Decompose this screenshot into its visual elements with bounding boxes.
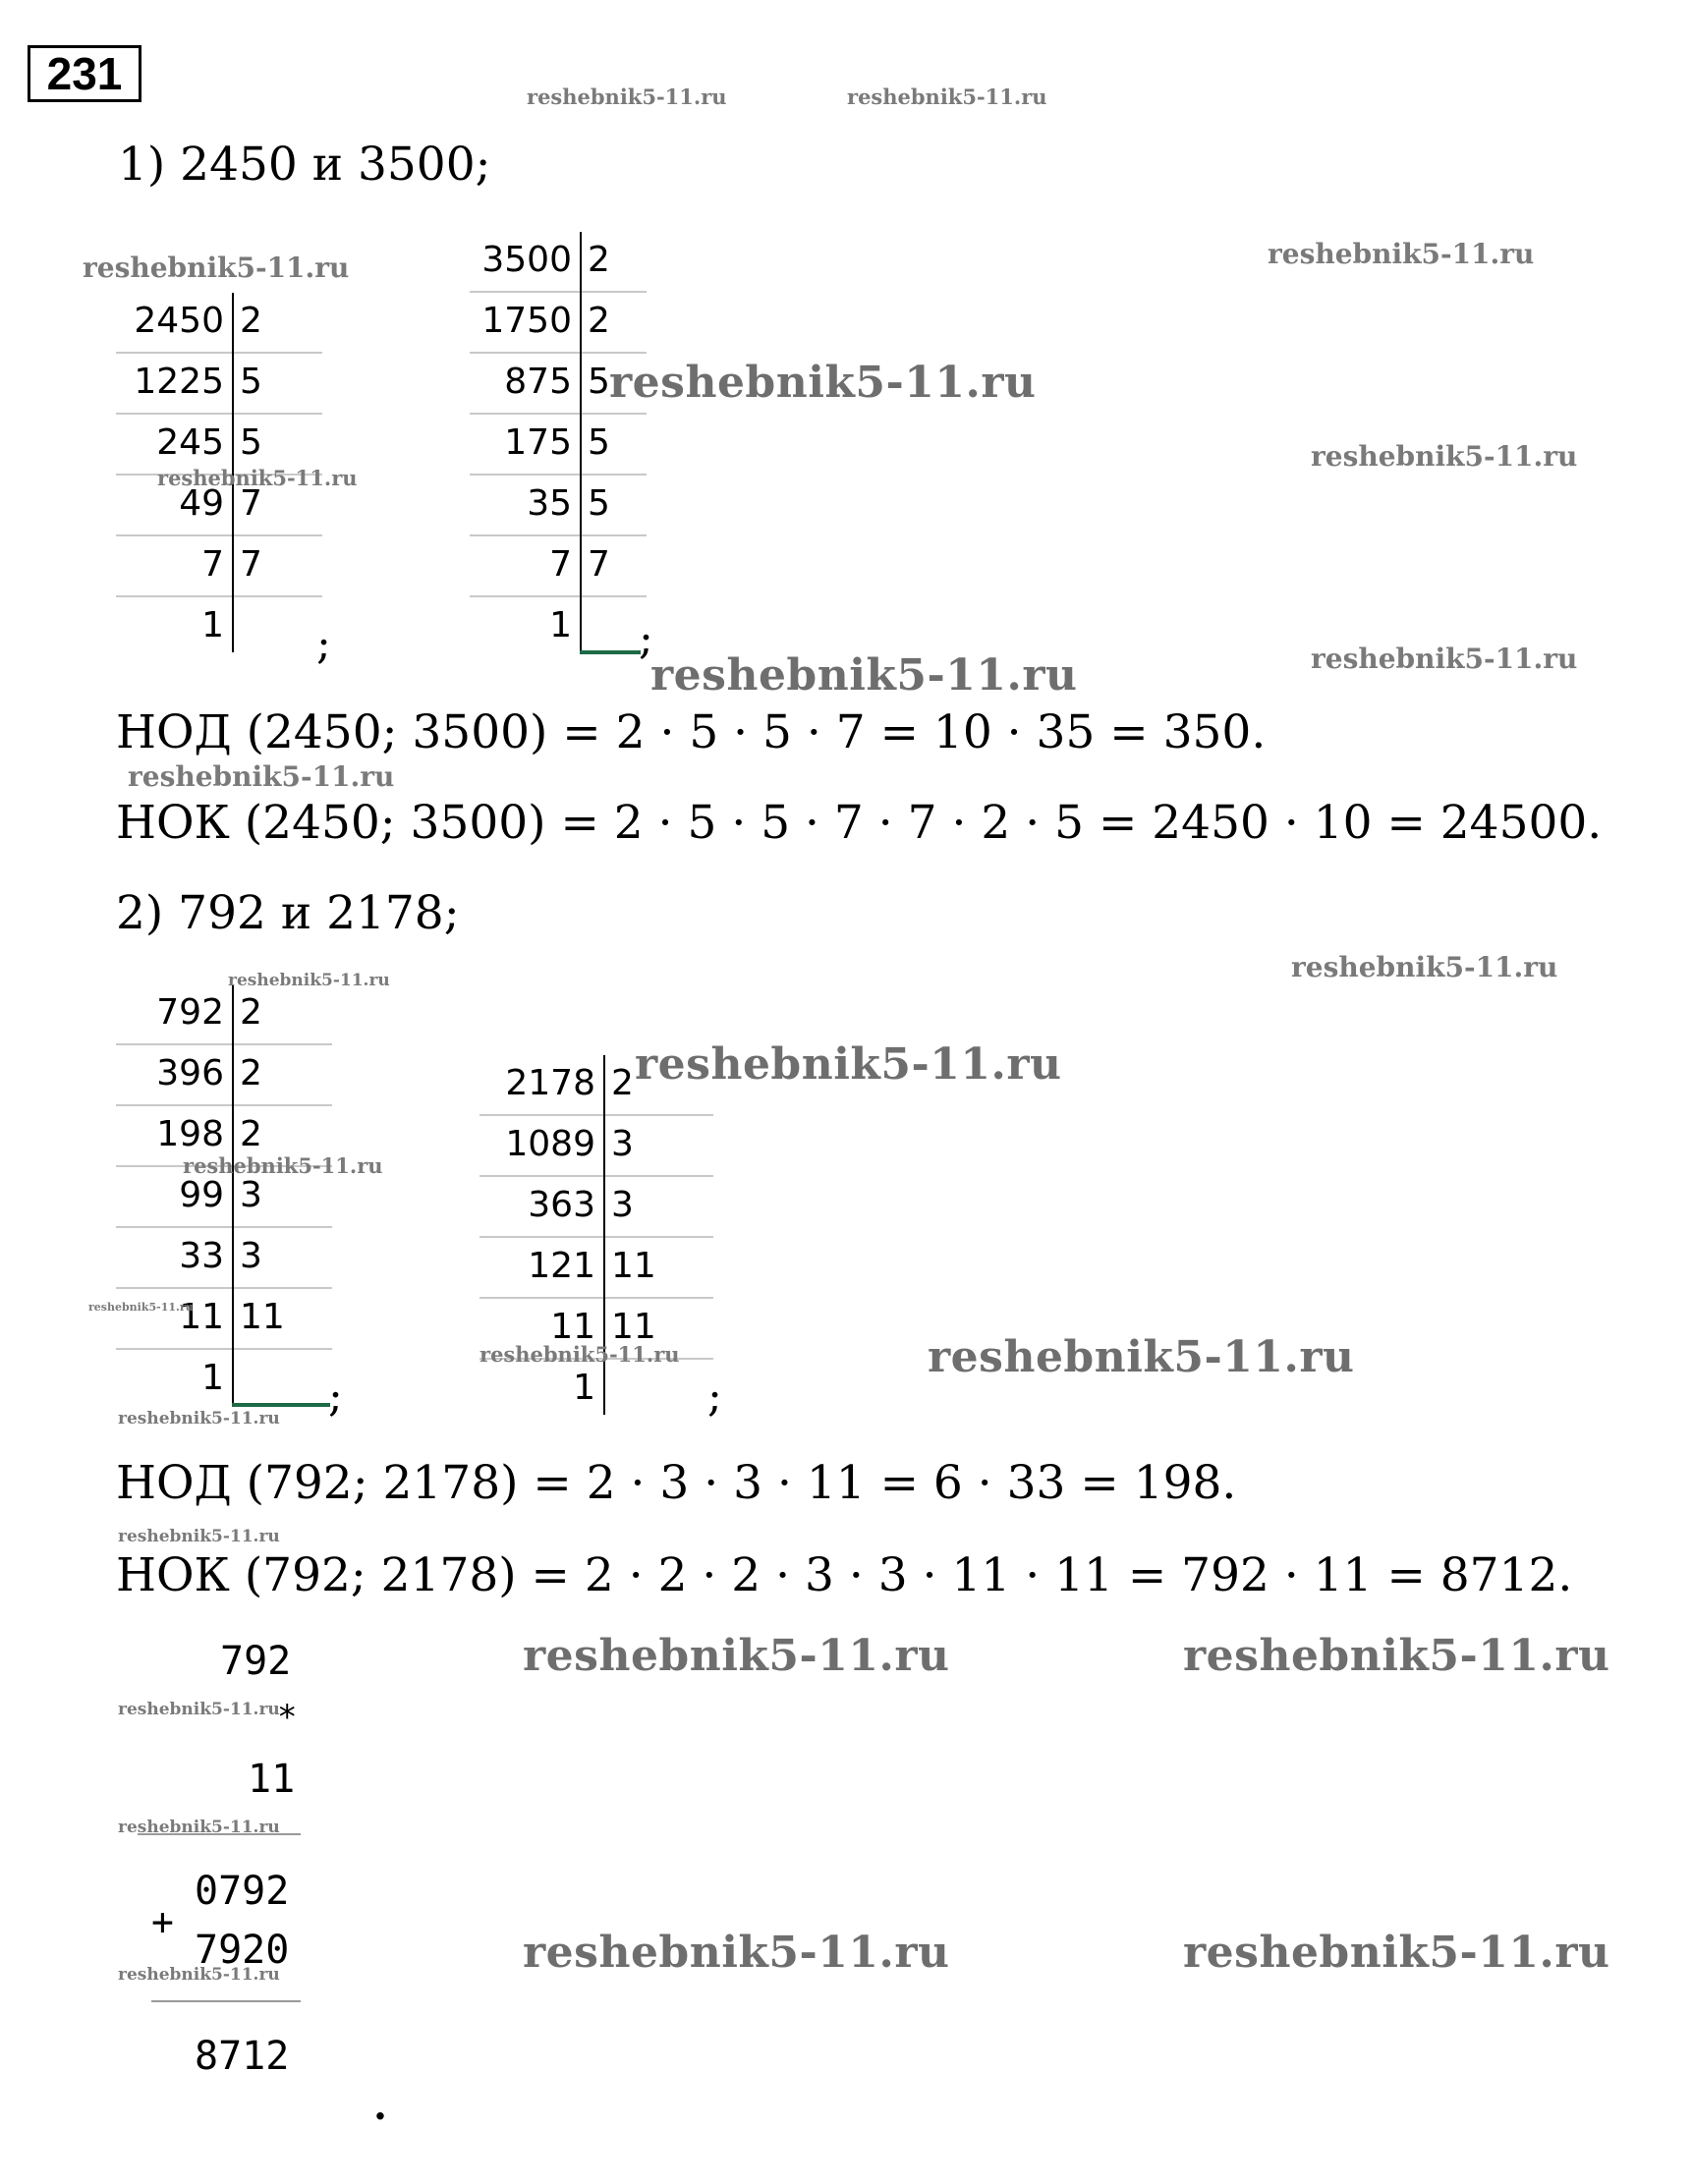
factor-row [470, 232, 647, 293]
watermark: reshebnik5-11.ru [1311, 643, 1578, 675]
mult-operator: * [277, 1698, 298, 1737]
task-number: 231 [28, 45, 141, 102]
factor-number: 2178 [505, 1063, 595, 1103]
mult-multiplicand: 792 [220, 1639, 292, 1684]
factor-number: 396 [156, 1053, 224, 1093]
factor-row [116, 1045, 332, 1106]
factor-row [116, 293, 322, 354]
factor-number: 1 [201, 1358, 224, 1398]
factor-row [479, 1116, 713, 1177]
factor-number: 198 [156, 1114, 224, 1154]
factor-number: 99 [179, 1175, 224, 1215]
factor-divisor: 3 [611, 1124, 634, 1164]
factor-divisor: 5 [240, 422, 262, 463]
part1-heading: 1) 2450 и 3500; [118, 138, 491, 192]
factor-row [116, 984, 332, 1045]
factor-number: 11 [550, 1307, 595, 1347]
factor-row [116, 1350, 332, 1411]
factor-row [116, 597, 322, 658]
factor-row [116, 1289, 332, 1350]
factor-number: 3500 [481, 240, 572, 280]
factor-divisor: 11 [240, 1297, 285, 1337]
watermark: reshebnik5-11.ru [635, 1039, 1062, 1090]
watermark: reshebnik5-11.ru [479, 1342, 680, 1367]
watermark: reshebnik5-11.ru [1183, 1928, 1610, 1978]
factor-divisor: 7 [240, 483, 262, 524]
watermark: reshebnik5-11.ru [118, 1527, 280, 1546]
factor-number: 49 [179, 483, 224, 524]
watermark: reshebnik5-11.ru [928, 1332, 1355, 1382]
factor-divisor: 7 [240, 544, 262, 585]
factor-divisor: 2 [240, 301, 262, 341]
mult-partial-1: 0792 [195, 1869, 290, 1914]
factor-table-792 [116, 984, 332, 1413]
semicolon-1b: ; [639, 614, 653, 664]
factor-divisor: 2 [611, 1063, 634, 1103]
factor-divisor: 11 [611, 1246, 656, 1286]
factor-row [479, 1360, 713, 1421]
watermark: reshebnik5-11.ru [228, 971, 390, 990]
end-underline [232, 1403, 330, 1407]
gcd-line-2: НОД (792; 2178) = 2 · 3 · 3 · 11 = 6 · 33 = 198. [116, 1456, 1237, 1510]
factor-divisor: 5 [588, 362, 610, 402]
factor-row [470, 597, 647, 658]
factor-row [116, 536, 322, 597]
lcm-line-2: НОК (792; 2178) = 2 · 2 · 2 · 3 · 3 · 11 · 11 = 792 · 11 = 8712. [116, 1548, 1573, 1602]
watermark: reshebnik5-11.ru [183, 1153, 383, 1178]
watermark: reshebnik5-11.ru [847, 84, 1047, 109]
factor-number: 1225 [134, 362, 224, 402]
end-underline [580, 650, 641, 654]
factor-divisor: 2 [240, 992, 262, 1033]
mult-partial-2: 7920 [195, 1928, 290, 1973]
factor-row [470, 293, 647, 354]
factor-number: 2450 [134, 301, 224, 341]
watermark: reshebnik5-11.ru [1291, 951, 1558, 983]
plus-sign: + [151, 1900, 174, 1943]
watermark: reshebnik5-11.ru [650, 650, 1078, 700]
watermark: reshebnik5-11.ru [527, 84, 727, 109]
factor-number: 1 [573, 1368, 595, 1408]
factor-row [479, 1238, 713, 1299]
factor-number: 33 [179, 1236, 224, 1276]
watermark: reshebnik5-11.ru [523, 1928, 950, 1978]
factor-number: 7 [201, 544, 224, 585]
factor-number: 11 [179, 1297, 224, 1337]
watermark: reshebnik5-11.ru [523, 1631, 950, 1681]
semicolon-2a: ; [328, 1372, 343, 1422]
factor-divisor: 7 [588, 544, 610, 585]
gcd-line-1: НОД (2450; 3500) = 2 · 5 · 5 · 7 = 10 · 35 = 350. [116, 705, 1267, 759]
lcm-line-1: НОК (2450; 3500) = 2 · 5 · 5 · 7 · 7 · 2 · 5 = 2450 · 10 = 24500. [116, 796, 1603, 850]
factor-number: 792 [156, 992, 224, 1033]
factor-number: 1089 [505, 1124, 595, 1164]
factor-divisor: 5 [588, 422, 610, 463]
factor-divisor: 5 [240, 362, 262, 402]
factor-number: 121 [528, 1246, 595, 1286]
part2-heading: 2) 792 и 2178; [116, 886, 460, 940]
factor-divisor: 2 [240, 1053, 262, 1093]
factor-divisor: 3 [240, 1236, 262, 1276]
watermark: reshebnik5-11.ru [118, 1409, 280, 1428]
factor-divisor: 3 [240, 1175, 262, 1215]
semicolon-2b: ; [707, 1372, 722, 1422]
factor-table-3500 [470, 232, 647, 658]
mult-result: 8712 [195, 2034, 290, 2079]
vertical-divider [580, 232, 582, 652]
mult-underline-2 [151, 2000, 301, 2002]
end-mark: . [373, 2083, 387, 2129]
watermark: reshebnik5-11.ru [128, 760, 395, 793]
factor-number: 1 [549, 605, 572, 645]
factor-divisor: 2 [240, 1114, 262, 1154]
mult-multiplier: 11 [248, 1757, 296, 1802]
factor-row [116, 1228, 332, 1289]
factor-divisor: 3 [611, 1185, 634, 1225]
watermark: reshebnik5-11.ru [88, 1301, 194, 1314]
watermark: reshebnik5-11.ru [157, 466, 358, 490]
watermark: reshebnik5-11.ru [118, 1965, 280, 1985]
factor-number: 1 [201, 605, 224, 645]
watermark: reshebnik5-11.ru [83, 252, 350, 284]
factor-divisor: 2 [588, 240, 610, 280]
factor-row [479, 1177, 713, 1238]
watermark: reshebnik5-11.ru [118, 1700, 280, 1719]
factor-number: 363 [528, 1185, 595, 1225]
vertical-divider [232, 984, 234, 1405]
factor-divisor: 2 [588, 301, 610, 341]
factor-row [116, 354, 322, 415]
factor-divisor: 11 [611, 1307, 656, 1347]
watermark: reshebnik5-11.ru [1183, 1631, 1610, 1681]
semicolon-1a: ; [316, 619, 331, 669]
watermark: reshebnik5-11.ru [609, 358, 1037, 408]
watermark: reshebnik5-11.ru [1311, 440, 1578, 473]
factor-divisor: 5 [588, 483, 610, 524]
factor-number: 35 [527, 483, 572, 524]
factor-number: 7 [549, 544, 572, 585]
factor-number: 1750 [481, 301, 572, 341]
factor-number: 245 [156, 422, 224, 463]
watermark: reshebnik5-11.ru [118, 1818, 280, 1837]
factor-number: 175 [504, 422, 572, 463]
watermark: reshebnik5-11.ru [1268, 238, 1535, 270]
factor-row [470, 415, 647, 476]
factor-number: 875 [504, 362, 572, 402]
factor-row [470, 536, 647, 597]
factor-row [470, 476, 647, 536]
